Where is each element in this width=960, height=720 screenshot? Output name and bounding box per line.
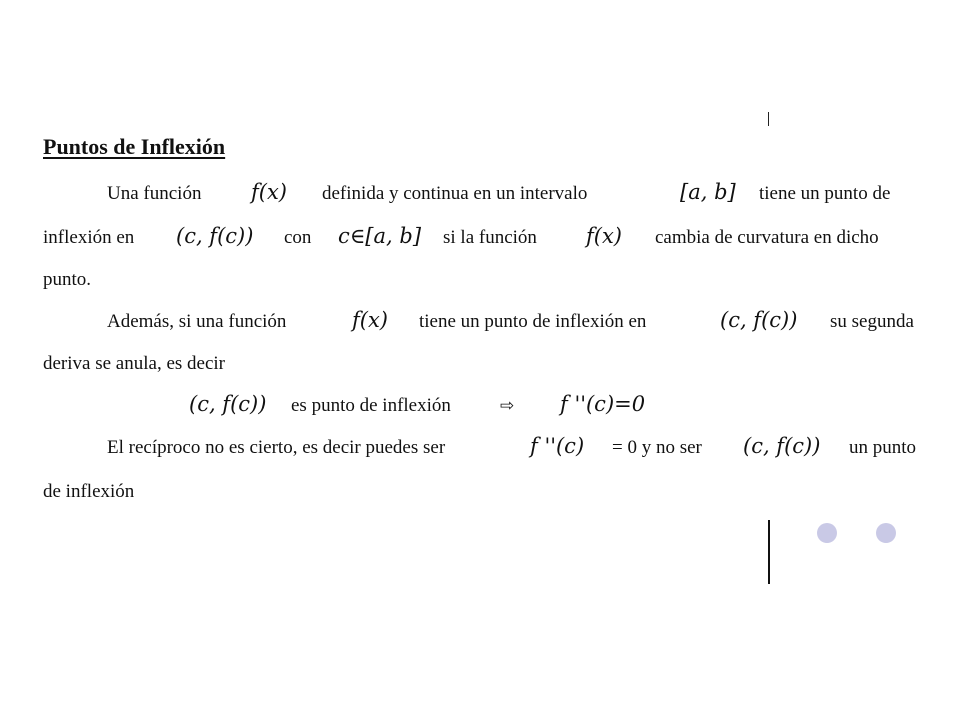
text: = 0 y no ser [612,437,702,458]
decorative-dot-2 [876,523,896,543]
math-expression: (c, f(c)) [743,434,821,458]
text: tiene un punto de [759,183,891,204]
math-expression: f(x) [586,224,623,248]
text: definida y continua en un intervalo [322,183,588,204]
text: tiene un punto de inflexión en [419,311,647,332]
math-expression: f ''(c) [530,434,585,458]
text: si la función [443,227,537,248]
text: punto. [43,269,92,290]
paragraph1-line2 [0,224,960,258]
math-expression: (c, f(c)) [189,392,267,416]
math-expression: f(x) [251,180,288,204]
text: El recíproco no es cierto, es decir puedes ser [107,437,446,458]
decorative-vertical-line-top [768,112,769,126]
text: es punto de inflexión [291,395,451,416]
paragraph2-line2 [0,350,960,384]
text: su segunda [830,311,914,332]
text: Además, si una función [107,311,287,332]
decorative-vertical-line-bottom [768,520,770,584]
text: Una función [107,183,202,204]
section-title: Puntos de Inflexión [43,134,226,159]
paragraph3-line2 [0,478,960,512]
text: inflexión en [43,227,135,248]
paragraph3-line1 [0,434,960,468]
math-expression: (c, f(c)) [176,224,254,248]
text: de inflexión [43,481,135,502]
text: con [284,227,312,248]
math-expression: f(x) [352,308,389,332]
math-expression: (c, f(c)) [720,308,798,332]
text: cambia de curvatura en dicho [655,227,879,248]
implies-arrow-icon: ⇨ [500,396,515,416]
math-expression: f ''(c)=0 [560,392,646,416]
decorative-dot-1 [817,523,837,543]
math-expression: c∈[a, b] [338,224,422,248]
text: deriva se anula, es decir [43,353,225,374]
math-expression: [a, b] [680,180,736,204]
text: un punto [849,437,917,458]
paragraph2-line3 [0,392,960,426]
paragraph1-line3 [0,266,960,300]
paragraph1-line1 [0,180,960,214]
paragraph2-line1 [0,308,960,342]
